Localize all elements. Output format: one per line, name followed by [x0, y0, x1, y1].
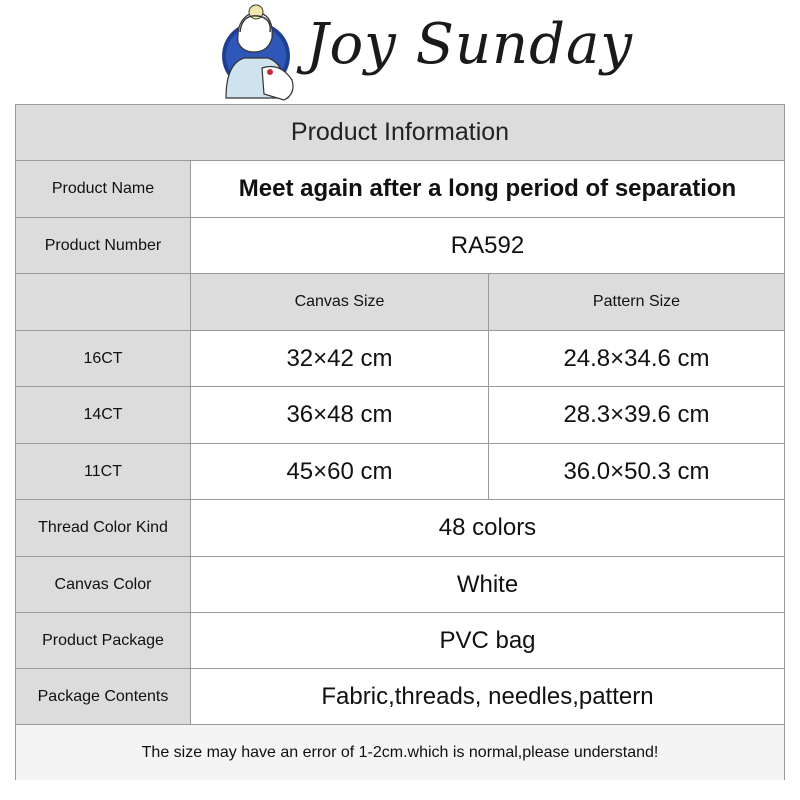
- size-row-11ct: [16, 444, 784, 500]
- product-package-row: [16, 613, 784, 669]
- thread-color-value: 48 colors: [438, 514, 537, 541]
- canvas-color-value: White: [456, 570, 519, 598]
- product-name-row: [16, 161, 784, 218]
- size-count-label: 16CT: [16, 331, 191, 386]
- product-number-row: [16, 218, 784, 274]
- canvas-size-value: 45×60 cm: [191, 444, 489, 499]
- package-contents-label: Package Contents: [16, 669, 191, 724]
- table-title: Product Information: [290, 118, 510, 146]
- product-name-label: Product Name: [16, 161, 191, 217]
- canvas-color-label: Canvas Color: [16, 557, 191, 612]
- pattern-size-value: 24.8×34.6 cm: [563, 344, 710, 372]
- pattern-size-value: 36.0×50.3 cm: [563, 457, 710, 485]
- size-row-16ct: [16, 331, 784, 387]
- embroidery-woman-logo-icon: [218, 2, 300, 102]
- footer-note-row: [16, 725, 784, 780]
- brand-logo-text: Joy Sunday: [306, 12, 633, 77]
- product-package-value: PVC bag: [439, 626, 536, 654]
- canvas-size-value: 36×48 cm: [191, 387, 489, 443]
- canvas-size-value: 32×42 cm: [191, 331, 489, 386]
- size-header-row: [16, 274, 784, 331]
- brand-header: [0, 0, 800, 104]
- package-contents-value: Fabric,threads, needles,pattern: [321, 682, 654, 710]
- pattern-size-header: Pattern Size: [489, 274, 784, 330]
- product-number-value: RA592: [450, 231, 525, 259]
- product-name-value: Meet again after a long period of separation: [238, 175, 737, 202]
- product-number-label: Product Number: [16, 218, 191, 273]
- size-count-label: 14CT: [16, 387, 191, 443]
- canvas-color-row: [16, 557, 784, 613]
- table-title-row: [16, 105, 784, 161]
- product-info-table: [15, 104, 785, 780]
- pattern-size-value: 28.3×39.6 cm: [563, 401, 710, 428]
- thread-color-label: Thread Color Kind: [16, 500, 191, 556]
- size-row-14ct: [16, 387, 784, 444]
- canvas-size-header: Canvas Size: [191, 274, 489, 330]
- thread-color-row: [16, 500, 784, 557]
- size-header-corner: [16, 274, 191, 330]
- package-contents-row: [16, 669, 784, 725]
- product-package-label: Product Package: [16, 613, 191, 668]
- size-count-label: 11CT: [16, 444, 191, 499]
- size-disclaimer-note: The size may have an error of 1-2cm.which is normal,please understand!: [141, 743, 659, 761]
